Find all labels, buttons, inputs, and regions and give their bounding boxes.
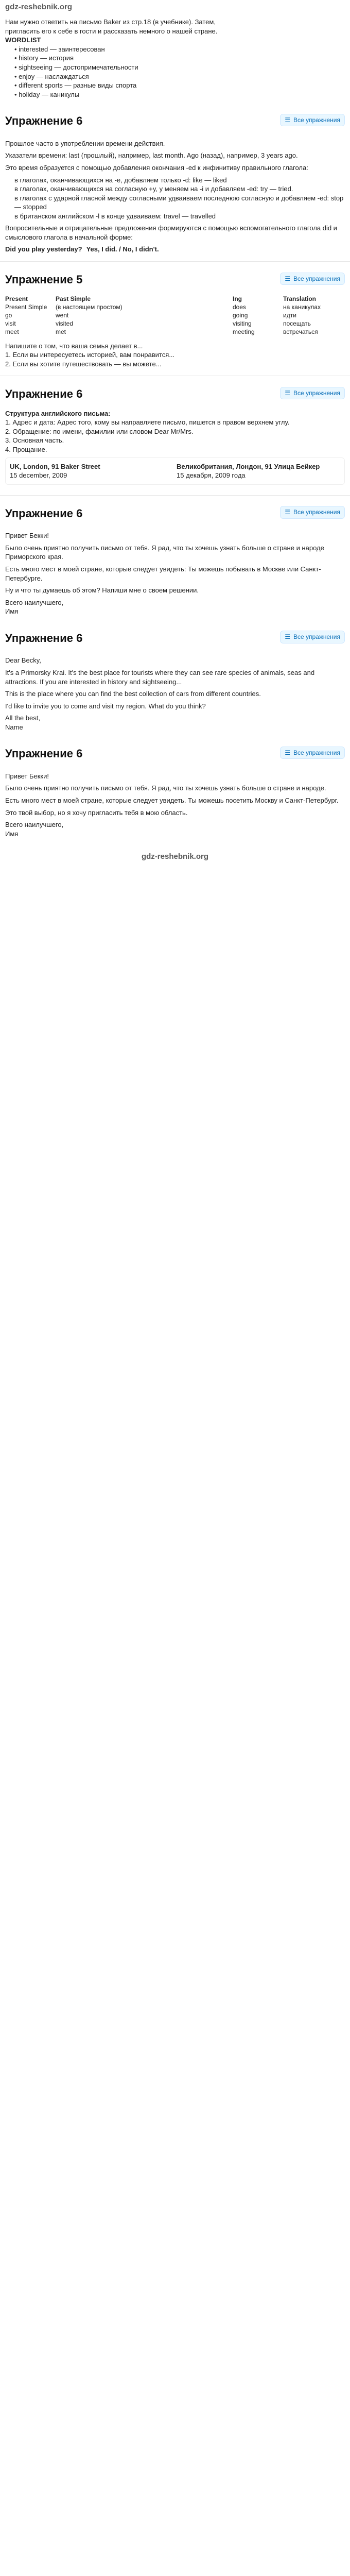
table-cell: does — [233, 303, 247, 311]
example-row — [5, 245, 345, 254]
letter-paragraph: This is the place where you can find the best collection of cars from different countries. — [5, 690, 261, 698]
rule-bullet: в глаголах, оканчивающихся на -e, добавляем только -d: like — liked — [14, 176, 227, 184]
all-exercises-button[interactable] — [280, 506, 345, 518]
all-exercises-button[interactable] — [280, 387, 345, 399]
all-exercises-label: Все упражнения — [293, 749, 340, 756]
list-icon: ☰ — [285, 633, 290, 641]
section2-table — [0, 292, 350, 372]
table-col-header: Present — [5, 295, 28, 302]
wordlist-item: • different sports — разные виды спорта — [14, 81, 137, 90]
intro-line: пригласить его к себе в гости и рассказать немного о нашей стране. — [5, 27, 218, 35]
all-exercises-button[interactable] — [280, 114, 345, 126]
table-row — [5, 319, 345, 328]
rule-bullet: в глаголах, оканчивающихся на согласную +y, у меняем на -i и добавляем -ed: try — tried. — [14, 185, 293, 193]
letter-signature: Имя — [5, 829, 19, 838]
letter-closing: All the best, — [5, 714, 40, 722]
table-cell: visiting — [233, 320, 252, 328]
wordlist-item: • holiday — каникулы — [14, 90, 80, 98]
table-cell: meeting — [233, 328, 255, 336]
letter-paragraph: Есть много мест в моей стране, которые следует увидеть: Ты можешь побывать в Москве или Санкт-Петербурге. — [5, 565, 321, 582]
letter-paragraph: Привет Бекки! — [5, 772, 49, 780]
wordlist-item: • history — история — [14, 54, 74, 62]
table-header — [5, 295, 345, 303]
letter-title: Упражнение 6 — [5, 631, 83, 645]
structure-item: 4. Прощание. — [5, 446, 47, 454]
divider — [0, 495, 350, 496]
site-watermark: gdz-reshebnik.org — [5, 3, 73, 11]
divider — [0, 261, 350, 262]
address-left — [10, 462, 173, 480]
letter-paragraph: Было очень приятно получить письмо от тебя. Я рад, что ты хочешь узнать больше о стране и народе Приморского края. — [5, 544, 324, 561]
paragraph: Указатели времени: last (прошлый), например, last month. Ago (назад), например, 3 years ago. — [5, 151, 298, 160]
all-exercises-button[interactable] — [280, 631, 345, 643]
section1-header — [0, 107, 350, 133]
table-col-header: Ing — [233, 295, 242, 302]
letter-paragraph: I'd like to invite you to come and visit my region. What do you think? — [5, 702, 206, 710]
table-cell: visit — [5, 320, 16, 328]
section-title: Упражнение 6 — [5, 114, 83, 128]
letter-paragraph: Это твой выбор, но я хочу пригласить тебя в мою область. — [5, 808, 188, 817]
letter-header — [0, 740, 350, 766]
all-exercises-label: Все упражнения — [293, 633, 340, 641]
rule-bullet: в глаголах с ударной гласной между согласными удваиваем последнюю согласную и добавляем -ed: stop — stopped — [14, 194, 344, 211]
section2-header — [0, 266, 350, 292]
exercise-line: 1. Если вы интересуетесь историей, вам понравится... — [5, 351, 175, 359]
address-example — [5, 457, 345, 485]
wordlist-item: • enjoy — наслаждаться — [14, 72, 89, 80]
section1-body — [0, 133, 350, 257]
list-icon: ☰ — [285, 509, 290, 516]
spacer — [5, 336, 345, 342]
table-cell: идти — [283, 311, 296, 319]
letter-paragraph: Привет Бекки! — [5, 532, 49, 540]
letter-closing: Всего наилучшего, — [5, 821, 64, 829]
exercise-line: 2. Если вы хотите путешествовать — вы можете... — [5, 360, 162, 368]
address-date: 15 декабря, 2009 года — [177, 471, 246, 480]
table-col-header: Translation — [283, 295, 317, 302]
address-line: UK, London, 91 Baker Street — [10, 462, 100, 470]
table-cell: meet — [5, 328, 19, 336]
letter-block — [0, 624, 350, 735]
top-header — [0, 0, 350, 14]
address-line: Великобритания, Лондон, 91 Улица Бейкер — [177, 462, 320, 470]
letter-header — [0, 500, 350, 526]
letter-paragraph: Было очень приятно получить письмо от тебя. Я рад, что ты хочешь узнать больше о стране и народе. — [5, 784, 326, 792]
intro-section — [0, 14, 350, 102]
section3-body — [0, 406, 350, 491]
letter-body — [0, 650, 350, 735]
section-title: Упражнение 5 — [5, 273, 83, 286]
letter-closing: Всего наилучшего, — [5, 598, 64, 606]
address-date: 15 december, 2009 — [10, 471, 67, 480]
paragraph: Вопросительные и отрицательные предложения формируются с помощью вспомогательного глагола did и смыслового глагола в начальной форме: — [5, 224, 337, 241]
all-exercises-label: Все упражнения — [293, 275, 340, 282]
bottom-spacer — [0, 846, 350, 852]
wordlist-item: • sightseeing — достопримечательности — [14, 63, 138, 71]
intro-line: Нам нужно ответить на письмо Baker из стр.18 (в учебнике). Затем, — [5, 18, 216, 26]
table-cell: visited — [56, 320, 74, 328]
structure-item: 2. Обращение: по имени, фамилии или словом Dear Mr/Mrs. — [5, 427, 194, 435]
structure-item: 1. Адрес и дата: Адрес того, кому вы направляете письмо, пишется в правом верхнем углу. — [5, 418, 290, 427]
letter-signature: Имя — [5, 607, 19, 616]
all-exercises-button[interactable] — [280, 747, 345, 759]
table-cell: встречаться — [283, 328, 318, 336]
letters — [0, 500, 350, 842]
table-row — [5, 311, 345, 319]
section-title: Упражнение 6 — [5, 387, 83, 401]
table-cell: (в настоящем простом) — [56, 303, 122, 311]
table-cell: went — [56, 311, 69, 319]
section3-header — [0, 380, 350, 406]
wordlist-title: WORDLIST — [5, 36, 41, 44]
exercise-line: Напишите о том, что ваша семья делает в... — [5, 342, 143, 350]
example: Yes, I did. / No, I didn't. — [86, 245, 159, 253]
intro-lines — [5, 18, 345, 99]
letter-title: Упражнение 6 — [5, 747, 83, 760]
wordlist-item: • interested — заинтересован — [14, 45, 105, 53]
table-cell: met — [56, 328, 66, 336]
bottom-watermark-container — [0, 852, 350, 862]
list-icon: ☰ — [285, 116, 290, 124]
table-cell: Present Simple — [5, 303, 47, 311]
all-exercises-label: Все упражнения — [293, 389, 340, 397]
example: Did you play yesterday? — [5, 245, 82, 253]
letter-paragraph: Ну и что ты думаешь об этом? Напиши мне о своем решении. — [5, 586, 199, 595]
all-exercises-button[interactable] — [280, 273, 345, 285]
letter-body — [0, 766, 350, 841]
list-icon: ☰ — [285, 275, 290, 282]
letter-title: Упражнение 6 — [5, 506, 83, 520]
structure-title: Структура английского письма: — [5, 409, 111, 417]
list-icon: ☰ — [285, 389, 290, 397]
table-row — [5, 303, 345, 311]
paragraph: Прошлое часто в употреблении времени действия. — [5, 139, 165, 147]
list-icon: ☰ — [285, 749, 290, 756]
letter-header — [0, 624, 350, 650]
letter-paragraph: Есть много мест в моей стране, которые следует увидеть. Ты можешь посетить Москву и Санкт-Петербург. — [5, 796, 339, 805]
table-cell: посещать — [283, 320, 311, 328]
all-exercises-label: Все упражнения — [293, 509, 340, 516]
table-cell: go — [5, 311, 12, 319]
all-exercises-label: Все упражнения — [293, 116, 340, 124]
table-col-header: Past Simple — [56, 295, 91, 302]
letter-body — [0, 525, 350, 619]
letter-block — [0, 500, 350, 619]
letter-block — [0, 740, 350, 841]
letter-signature: Name — [5, 723, 23, 731]
table-cell: going — [233, 311, 248, 319]
site-watermark: gdz-reshebnik.org — [141, 852, 208, 861]
table-row — [5, 328, 345, 336]
table-cell: на каникулах — [283, 303, 321, 311]
letter-paragraph: Dear Becky, — [5, 656, 41, 665]
address-right — [177, 462, 340, 480]
letter-paragraph: It's a Primorsky Krai. It's the best place for tourists where they can see rare species of animals, seas and attractions. If you are interested in history and sightseeing... — [5, 668, 315, 686]
structure-item: 3. Основная часть. — [5, 436, 64, 445]
rule-bullet: в британском английском -l в конце удваиваем: travel — travelled — [14, 212, 216, 220]
paragraph: Это время образуется с помощью добавления окончания -ed к инфинитиву правильного глагола: — [5, 163, 308, 172]
